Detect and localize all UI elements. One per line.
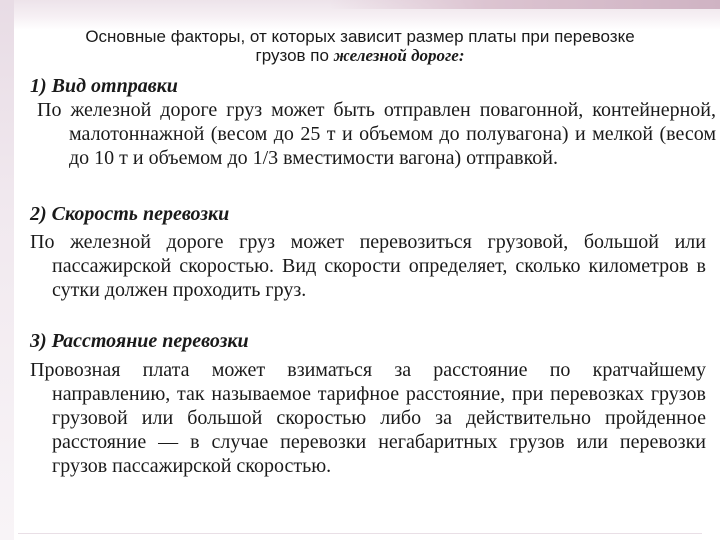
section-heading-shipment-type: 1) Вид отправки	[30, 75, 178, 97]
section-heading-distance: 3) Расстояние перевозки	[30, 330, 249, 352]
left-decorative-stripe	[0, 0, 14, 540]
section-heading-speed: 2) Скорость перевозки	[30, 203, 230, 225]
slide-title-line1: Основные факторы, от которых зависит размер платы при перевозке	[85, 27, 635, 46]
section-text-shipment-type: По железной дороге груз может быть отправлен повагонной, контейнерной, малотоннажной (весом до 25 т и объемом до полувагона) и мелкой (весом до 10 т и объемом до 1/3 вместимости вагона) отправкой.	[37, 99, 716, 169]
slide-title-emphasis: железной дороге:	[333, 46, 465, 65]
section-text-speed: По железной дороге груз может перевозиться грузовой, большой или пассажирской скоростью. Вид скорости определяет, сколько километров в сутки должен проходить груз.	[30, 231, 706, 301]
slide-title	[32, 27, 688, 65]
bottom-divider	[18, 533, 702, 534]
top-decorative-stripe	[330, 0, 720, 9]
section-text-distance: Провозная плата может взиматься за расстояние по кратчайшему направлению, так называемое тарифное расстояние, при перевозках грузов грузовой или большой скоростью либо за действительно пройденное расстояние — в случае перевозки негабаритных грузов или перевозки грузов пассажирской скоростью.	[30, 359, 706, 477]
slide-title-line2: грузов по	[255, 46, 334, 65]
